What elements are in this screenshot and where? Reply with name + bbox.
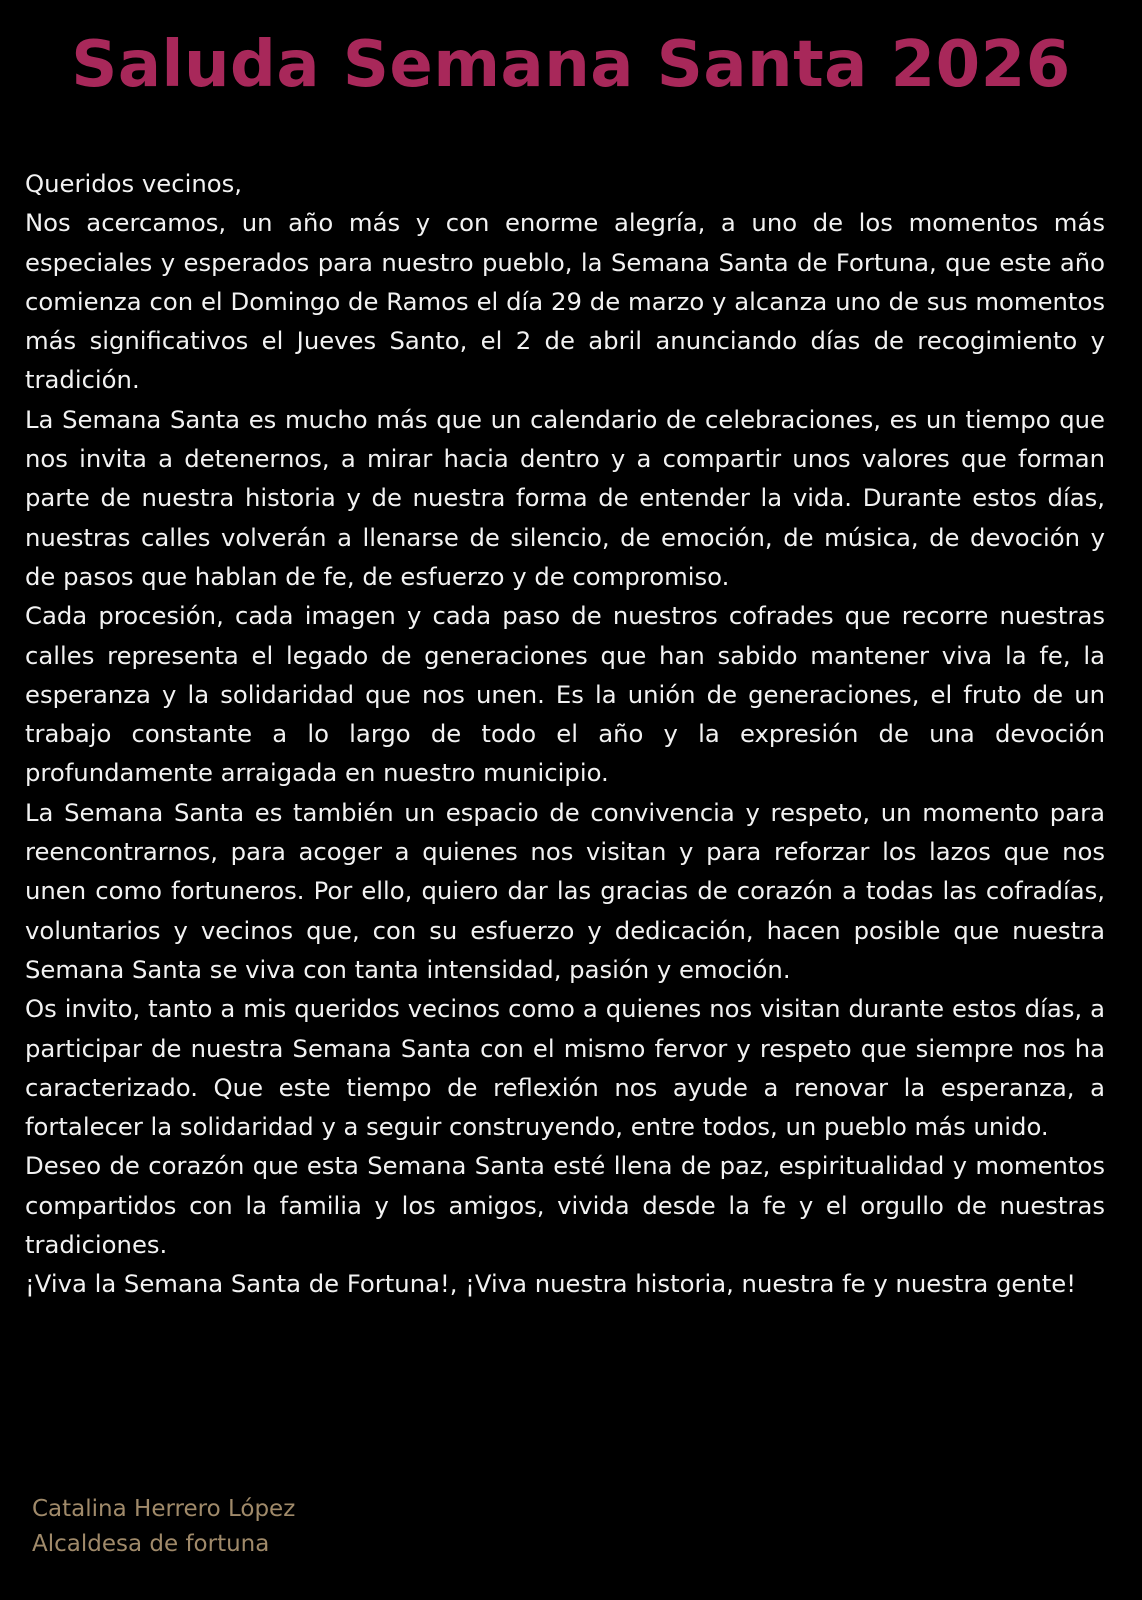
paragraph: La Semana Santa es mucho más que un calendario de celebraciones, es un tiempo que nos invita a detenernos, a mirar hacia dentro y a compartir unos valores que forman parte de nuestra historia y de nuestra forma de entender la vida. Durante estos días, nuestras calles volverán a llenarse de silencio, de emoción, de música, de devoción y de pasos que hablan de fe, de esfuerzo y de compromiso. (25, 404, 1105, 591)
closing-paragraph: ¡Viva la Semana Santa de Fortuna!, ¡Viva nuestra historia, nuestra fe y nuestra gente! (25, 1269, 1076, 1299)
paragraph: Cada procesión, cada imagen y cada paso de nuestros cofrades que recorre nuestras calles representa el legado de generaciones que han sabido mantener viva la fe, la esperanza y la solidaridad que nos unen. Es la unión de generaciones, el fruto de un trabajo constante a lo largo de todo el año y la expresión de una devoción profundamente arraigada en nuestro municipio. (25, 601, 1105, 788)
paragraph: Nos acercamos, un año más y con enorme alegría, a uno de los momentos más especiales y esperados para nuestro pueblo, la Semana Santa de Fortuna, que este año comienza con el Domingo de Ramos el día 29 de marzo y alcanza uno de sus momentos más significativos el Jueves Santo, el 2 de abril anunciando días de recogimiento y tradición. (25, 208, 1105, 395)
page-title: Saluda Semana Santa 2026 (71, 28, 1071, 102)
paragraph: La Semana Santa es también un espacio de convivencia y respeto, un momento para reencontrarnos, para acoger a quienes nos visitan y para reforzar los lazos que nos unen como fortuneros. Por ello, quiero dar las gracias de corazón a todas las cofradías, voluntarios y vecinos que, con su esfuerzo y dedicación, hacen posible que nuestra Semana Santa se viva con tanta intensidad, pasión y emoción. (25, 797, 1105, 984)
signature (32, 1492, 295, 1562)
signature-name: Catalina Herrero López (32, 1496, 296, 1522)
signature-role: Alcaldesa de fortuna (32, 1531, 270, 1557)
greeting: Queridos vecinos, (25, 169, 242, 198)
letter-body (25, 164, 1105, 1304)
paragraph: Os invito, tanto a mis queridos vecinos como a quienes nos visitan durante estos días, a participar de nuestra Semana Santa con el mismo fervor y respeto que siempre nos ha caracterizado. Que este tiempo de reflexión nos ayude a renovar la esperanza, a fortalecer la solidaridad y a seguir construyendo, entre todos, un pueblo más unido. (25, 994, 1105, 1142)
paragraph: Deseo de corazón que esta Semana Santa esté llena de paz, espiritualidad y momentos compartidos con la familia y los amigos, vivida desde la fe y el orgullo de nuestras tradiciones. (25, 1151, 1105, 1260)
